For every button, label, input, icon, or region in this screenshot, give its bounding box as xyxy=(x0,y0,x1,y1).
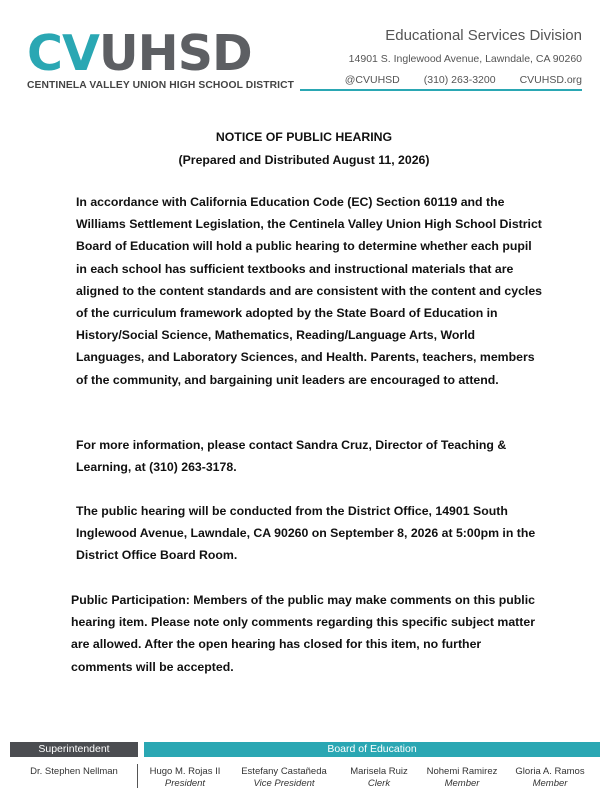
phone-number: (310) 263-3200 xyxy=(423,74,496,86)
person-name: Nohemi Ramirez xyxy=(426,766,498,777)
notice-heading xyxy=(0,126,608,172)
board-member xyxy=(340,766,418,789)
footer-bars xyxy=(10,742,600,757)
website: CVUHSD.org xyxy=(519,74,582,86)
header-rule xyxy=(300,89,582,91)
person-role: President xyxy=(164,777,206,789)
paragraph-contact-info: For more information, please contact Sandra Cruz, Director of Teaching & Learning, at (310) 263-3178. xyxy=(76,438,507,475)
person-name: Dr. Stephen Nellman xyxy=(30,766,118,777)
board-member xyxy=(506,766,594,789)
notice-subtitle: (Prepared and Distributed August 11, 2026) xyxy=(178,153,430,167)
person-role: Vice President xyxy=(253,777,315,789)
paragraph-hearing-purpose: In accordance with California Education Code (EC) Section 60119 and the Williams Settlement Legislation, the Centinela Valley Union High School District Board of Education will hold a public hearing to determine whether each pupil in each school has sufficient textbooks and instructional materials that are aligned to the content standards and are consistent with the content and cycles of the curriculum framework adopted by the State Board of Education in History/Social Science, Mathematics, Reading/Language Arts, World Languages, and Laboratory Sciences, and Health. Parents, teachers, members of the community, and bargaining unit leaders are encouraged to attend. xyxy=(76,195,542,387)
person-name: Gloria A. Ramos xyxy=(515,766,585,777)
person-name: Hugo M. Rojas II xyxy=(149,766,221,777)
paragraph-public-participation: Public Participation: Members of the public may make comments on this public hearing item. Please note only comments regarding this specific subject matter are allowed. After the open hearing has closed for this item, no further comments will be accepted. xyxy=(71,593,535,674)
district-logo xyxy=(27,25,295,91)
paragraph-hearing-location: The public hearing will be conducted from the District Office, 14901 South Inglewood Avenue, Lawndale, CA 90260 on September 8, 2026 at 5:00pm in the District Office Board Room. xyxy=(76,504,536,563)
person-name: Marisela Ruiz xyxy=(350,766,408,777)
person-role: Member xyxy=(444,777,480,789)
letterhead-info xyxy=(345,26,582,87)
person-name: Estefany Castañeda xyxy=(241,766,327,777)
person-role: Clerk xyxy=(367,777,391,789)
superintendent-label: Superintendent xyxy=(10,742,138,757)
superintendent xyxy=(10,766,138,778)
board-member xyxy=(232,766,336,789)
board-member xyxy=(418,766,506,789)
logo-wordmark xyxy=(27,25,257,82)
district-address: 14901 S. Inglewood Avenue, Lawndale, CA 90260 xyxy=(348,53,582,65)
notice-title: NOTICE OF PUBLIC HEARING xyxy=(215,130,393,144)
logo-cv: CV xyxy=(27,25,99,82)
contact-line xyxy=(345,74,582,87)
logo-subtitle: CENTINELA VALLEY UNION HIGH SCHOOL DISTRICT xyxy=(27,80,295,91)
person-role: Member xyxy=(532,777,568,789)
board-member xyxy=(144,766,226,789)
board-label: Board of Education xyxy=(144,742,600,757)
social-handle: @CVUHSD xyxy=(344,74,400,86)
logo-uhsd: UHSD xyxy=(98,25,252,82)
division-name: Educational Services Division xyxy=(385,27,582,44)
